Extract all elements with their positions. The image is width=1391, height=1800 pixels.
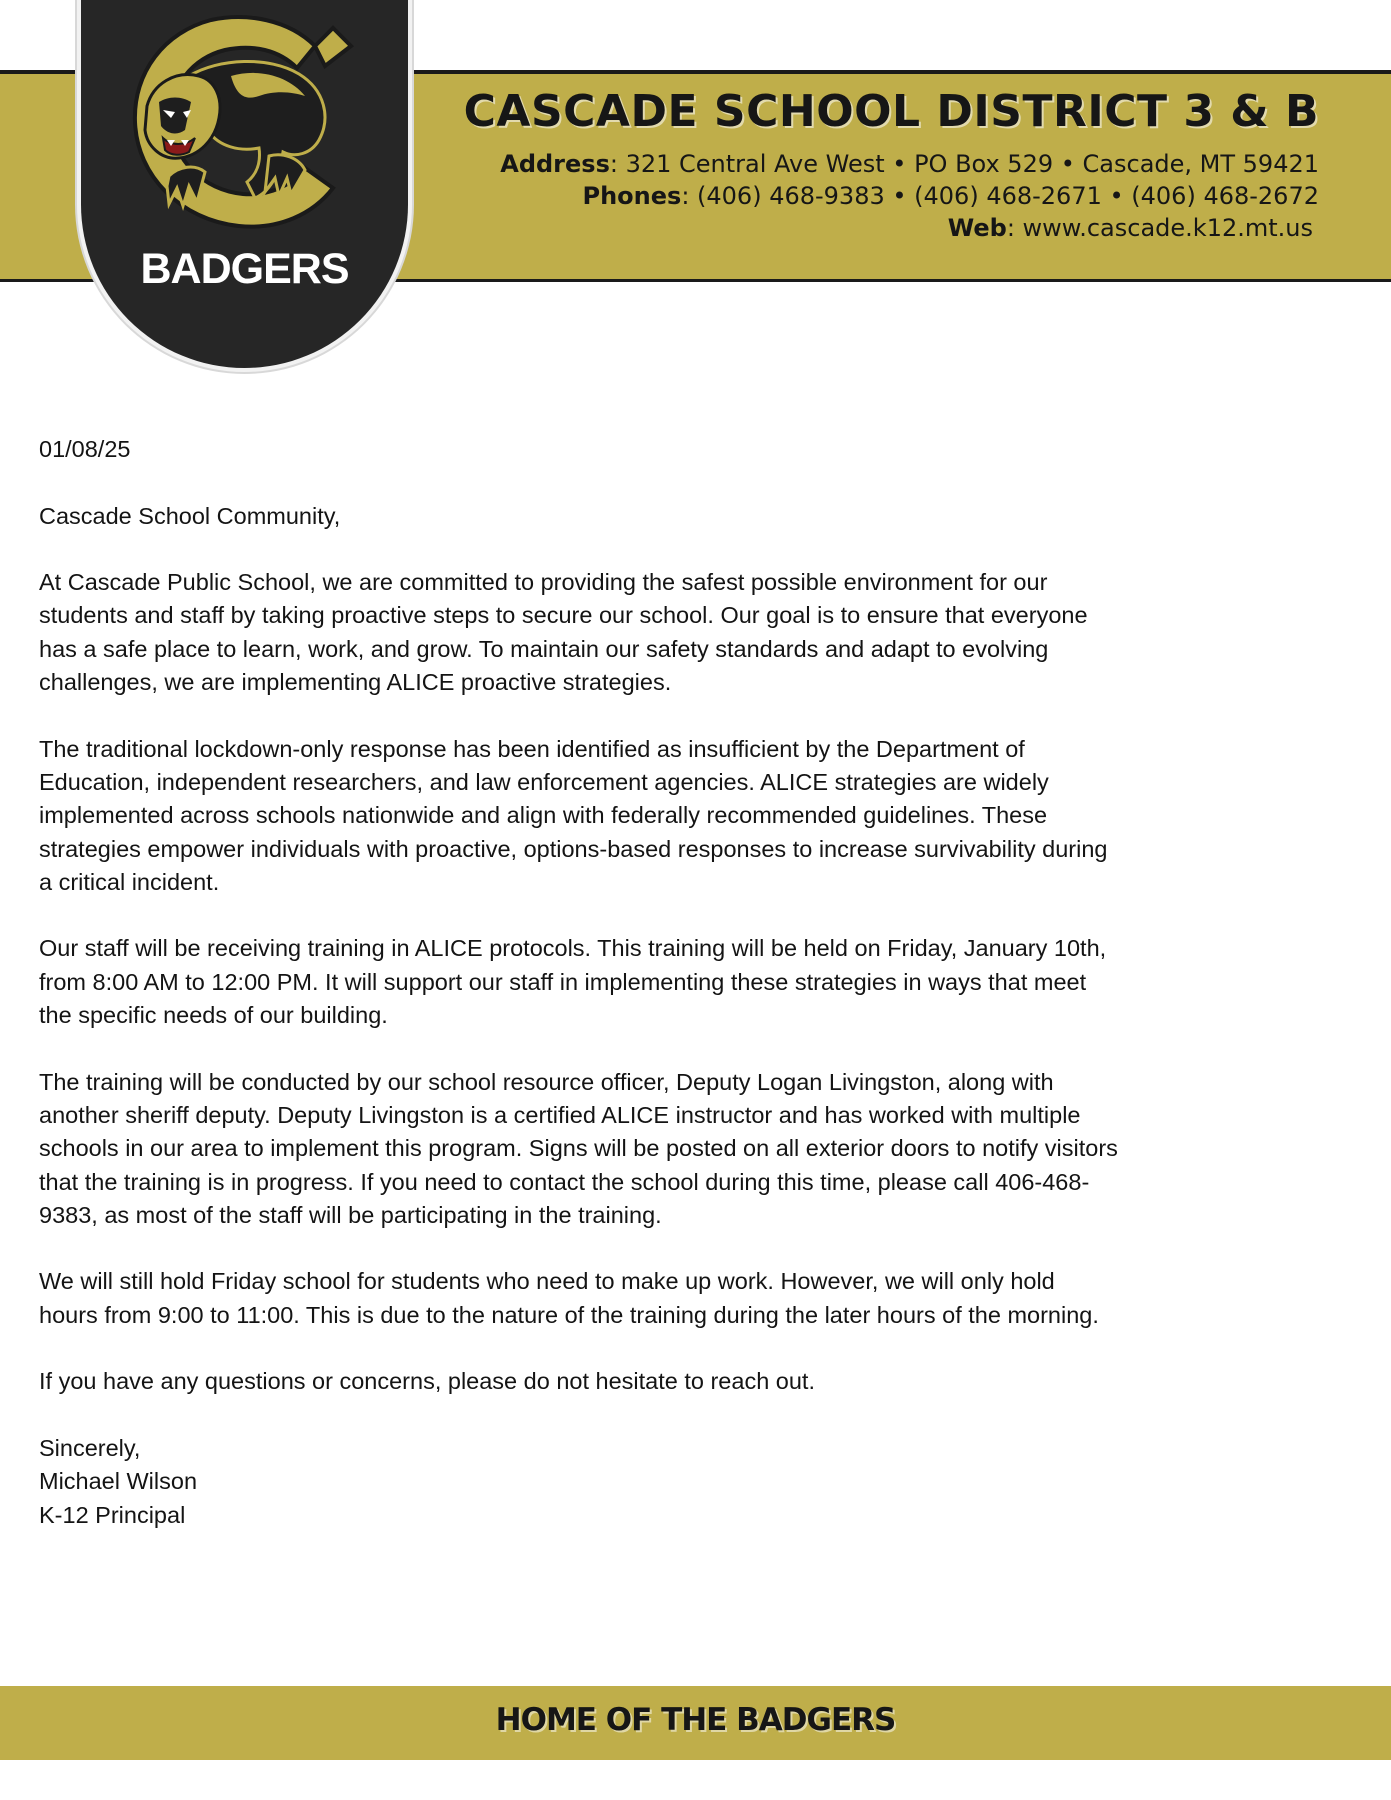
paragraph-questions: If you have any questions or concerns, please do not hesitate to reach out.	[39, 1368, 815, 1395]
signer-title: K-12 Principal	[39, 1501, 186, 1528]
address-value: : 321 Central Ave West • PO Box 529 • Cascade, MT 59421	[609, 150, 1319, 178]
paragraph-friday-school: We will still hold Friday school for students who need to make up work. However, we will only hold hours from 9:00 to 11:00. This is due to the nature of the training during the later hours of the morning.	[39, 1268, 1099, 1328]
letter-body	[39, 433, 1119, 1532]
signer-name: Michael Wilson	[39, 1468, 198, 1495]
school-logo	[77, 0, 412, 372]
address-label: Address	[500, 150, 610, 178]
paragraph-lockdown: The traditional lockdown-only response has been identified as insufficient by the Department of Education, independent researchers, and law enforcement agencies. ALICE strategies are widely implemented across schools nationwide and align with federally recommended guidelines. These strategies empower individuals with proactive, options-based responses to increase survivability during a critical incident.	[39, 735, 1108, 895]
district-name: CASCADE SCHOOL DISTRICT 3 & B	[463, 86, 1319, 137]
mascot-label: BADGERS	[140, 245, 349, 293]
footer-tagline: HOME OF THE BADGERS	[495, 1702, 896, 1738]
closing: Sincerely,	[39, 1434, 141, 1461]
phones-value: : (406) 468-9383 • (406) 468-2671 • (406) 468-2672	[681, 182, 1319, 210]
paragraph-training-schedule: Our staff will be receiving training in ALICE protocols. This training will be held on Friday, January 10th, from 8:00 AM to 12:00 PM. It will support our staff in implementing these strategies in ways that meet the specific needs of our building.	[39, 935, 1107, 1029]
paragraph-commitment: At Cascade Public School, we are committed to providing the safest possible environment for our students and staff by taking proactive steps to secure our school. Our goal is to ensure that everyone has a safe place to learn, work, and grow. To maintain our safety standards and adapt to evolving challenges, we are implementing ALICE proactive strategies.	[39, 569, 1088, 696]
badger-c-logo-icon	[119, 6, 371, 242]
footer-band	[0, 1686, 1391, 1760]
contact-phones	[583, 182, 1320, 210]
web-label: Web	[947, 214, 1007, 242]
phones-label: Phones	[582, 182, 682, 210]
contact-address	[500, 150, 1319, 178]
contact-web	[948, 214, 1313, 242]
web-value: : www.cascade.k12.mt.us	[1006, 214, 1313, 242]
signoff	[39, 1432, 1119, 1532]
paragraph-training-instructor: The training will be conducted by our school resource officer, Deputy Logan Livingston, along with another sheriff deputy. Deputy Livingston is a certified ALICE instructor and has worked with multiple schools in our area to implement this program. Signs will be posted on all exterior doors to notify visitors that the training is in progress. If you need to contact the school during this time, please call 406-468-9383, as most of the staff will be participating in the training.	[39, 1068, 1118, 1228]
letter-salutation: Cascade School Community,	[39, 502, 341, 529]
letter-date: 01/08/25	[39, 436, 131, 462]
